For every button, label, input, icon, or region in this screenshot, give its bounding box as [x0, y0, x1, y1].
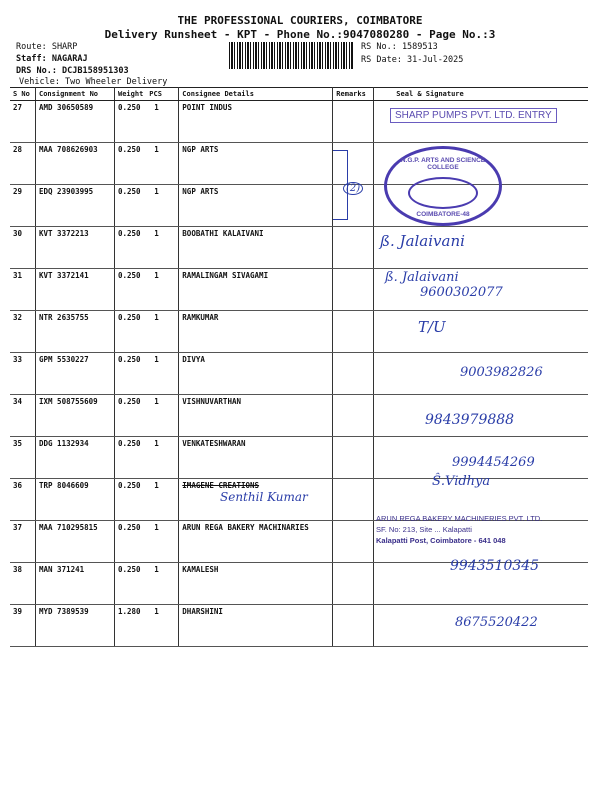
col-consignee: Consignee Details: [179, 88, 333, 101]
route: Route: SHARP: [16, 42, 78, 52]
stamp-line: SF. No: 213, Site ... Kalapatti: [376, 525, 472, 534]
cell-pcs: 1: [146, 227, 179, 269]
cell-consignment: GPM 5530227: [36, 353, 115, 395]
cell-pcs: 1: [146, 437, 179, 479]
col-weight: Weight: [115, 88, 147, 101]
cell-consignee: DIVYA: [179, 353, 333, 395]
cell-sno: 31: [10, 269, 36, 311]
rs-date: RS Date: 31-Jul-2025: [361, 55, 464, 65]
cell-consignee: ARUN REGA BAKERY MACHINARIES: [179, 521, 333, 563]
cell-consignment: IXM 508755609: [36, 395, 115, 437]
cell-remarks: [333, 605, 374, 647]
cell-consignee: KAMALESH: [179, 563, 333, 605]
barcode: [229, 42, 354, 69]
cell-consignment: EDQ 23903995: [36, 185, 115, 227]
signature-31: ß. Jalaivani: [385, 270, 459, 285]
cell-consignee: NGP ARTS: [179, 185, 333, 227]
cell-consignment: MAN 371241: [36, 563, 115, 605]
cell-weight: 0.250: [115, 479, 147, 521]
col-remarks: Remarks: [333, 88, 374, 101]
remark-bracket: [333, 150, 348, 220]
cell-pcs: 1: [146, 521, 179, 563]
signature-36: Ŝ.Vidhya: [432, 474, 491, 489]
phone-31: 9600302077: [420, 285, 503, 300]
cell-sno: 29: [10, 185, 36, 227]
cell-pcs: 1: [146, 101, 179, 143]
cell-consignment: DDG 1132934: [36, 437, 115, 479]
seal-text-bottom: COIMBATORE-48: [416, 211, 470, 218]
cell-sno: 32: [10, 311, 36, 353]
cell-weight: 0.250: [115, 353, 147, 395]
cell-sno: 35: [10, 437, 36, 479]
cell-consignee: IMAGENE CREATIONS: [179, 479, 333, 521]
cell-weight: 0.250: [115, 563, 147, 605]
col-sno: S No: [10, 88, 36, 101]
cell-remarks: [333, 269, 374, 311]
col-consignment: Consignment No: [36, 88, 115, 101]
cell-pcs: 1: [146, 605, 179, 647]
company-stamp: SHARP PUMPS PVT. LTD. ENTRY: [390, 108, 557, 123]
cell-remarks: [333, 563, 374, 605]
phone-39: 8675520422: [455, 615, 538, 630]
staff: Staff: NAGARAJ: [16, 54, 88, 64]
col-seal: Seal & Signature: [374, 88, 588, 101]
cell-pcs: 1: [146, 143, 179, 185]
cell-sno: 38: [10, 563, 36, 605]
cell-remarks: [333, 101, 374, 143]
runsheet-title: Delivery Runsheet - KPT - Phone No.:9047080280 - Page No.:3: [104, 28, 496, 41]
company-title: THE PROFESSIONAL COURIERS, COIMBATORE: [177, 14, 423, 27]
cell-weight: 0.250: [115, 521, 147, 563]
rs-number: RS No.: 1589513: [361, 42, 438, 52]
drs-number: DRS No.: DCJB158951303: [16, 66, 129, 76]
cell-remarks: [333, 437, 374, 479]
table-row: [10, 143, 588, 185]
vehicle: Vehicle: Two Wheeler Delivery: [19, 77, 168, 87]
cell-sno: 34: [10, 395, 36, 437]
cell-weight: 0.250: [115, 101, 147, 143]
cell-pcs: 1: [146, 563, 179, 605]
cell-consignee: RAMALINGAM SIVAGAMI: [179, 269, 333, 311]
cell-pcs: 1: [146, 185, 179, 227]
cell-consignee: POINT INDUS: [179, 101, 333, 143]
table-header: [10, 88, 588, 101]
cell-consignment: KVT 3372213: [36, 227, 115, 269]
cell-pcs: 1: [146, 269, 179, 311]
cell-weight: 0.250: [115, 311, 147, 353]
cell-pcs: 1: [146, 311, 179, 353]
cell-remarks: [333, 311, 374, 353]
cell-pcs: 1: [146, 479, 179, 521]
stamp-line: Kalapatti Post, Coimbatore - 641 048: [376, 536, 506, 545]
table-row: [10, 311, 588, 353]
cell-consignment: NTR 2635755: [36, 311, 115, 353]
cell-remarks: [333, 479, 374, 521]
cell-consignment: KVT 3372141: [36, 269, 115, 311]
college-seal: [384, 146, 502, 226]
cell-weight: 0.250: [115, 185, 147, 227]
cell-weight: 0.250: [115, 437, 147, 479]
col-pcs: PCS: [146, 88, 179, 101]
cell-weight: 0.250: [115, 227, 147, 269]
phone-38: 9943510345: [450, 558, 540, 574]
cell-consignee: NGP ARTS: [179, 143, 333, 185]
table-row: [10, 227, 588, 269]
cell-sno: 27: [10, 101, 36, 143]
cell-sno: 36: [10, 479, 36, 521]
cell-sno: 39: [10, 605, 36, 647]
cell-weight: 0.250: [115, 143, 147, 185]
cell-remarks: [333, 353, 374, 395]
cell-consignee: RAMKUMAR: [179, 311, 333, 353]
phone-35: 9994454269: [452, 455, 535, 470]
cell-consignee: DHARSHINI: [179, 605, 333, 647]
cell-remarks: [333, 227, 374, 269]
cell-pcs: 1: [146, 395, 179, 437]
remark-mark: (2): [343, 182, 363, 195]
cell-consignment: MYD 7389539: [36, 605, 115, 647]
signature-30: ß. Jalaivani: [380, 232, 465, 250]
cell-seal: [374, 311, 588, 353]
cell-consignment: MAA 708626903: [36, 143, 115, 185]
cell-sno: 33: [10, 353, 36, 395]
cell-weight: 0.250: [115, 395, 147, 437]
cell-consignee: VENKATESHWARAN: [179, 437, 333, 479]
cell-remarks: [333, 395, 374, 437]
phone-33: 9003982826: [460, 365, 543, 380]
stamp-line: ARUN REGA BAKERY MACHINERIES PVT. LTD.: [376, 514, 543, 523]
cell-consignment: TRP 8046609: [36, 479, 115, 521]
cell-weight: 1.280: [115, 605, 147, 647]
cell-consignment: AMD 30650589: [36, 101, 115, 143]
note-36: Senthil Kumar: [220, 490, 308, 504]
cell-consignee: BOOBATHI KALAIVANI: [179, 227, 333, 269]
cell-consignee: VISHNUVARTHAN: [179, 395, 333, 437]
phone-34: 9843979888: [425, 412, 515, 428]
seal-text-top: N.G.P. ARTS AND SCIENCE COLLEGE: [400, 157, 486, 171]
cell-sno: 30: [10, 227, 36, 269]
cell-weight: 0.250: [115, 269, 147, 311]
note-32: T/U: [418, 318, 446, 336]
bakery-stamp: [376, 513, 542, 546]
cell-sno: 28: [10, 143, 36, 185]
cell-sno: 37: [10, 521, 36, 563]
cell-pcs: 1: [146, 353, 179, 395]
cell-remarks: [333, 521, 374, 563]
cell-consignment: MAA 710295815: [36, 521, 115, 563]
